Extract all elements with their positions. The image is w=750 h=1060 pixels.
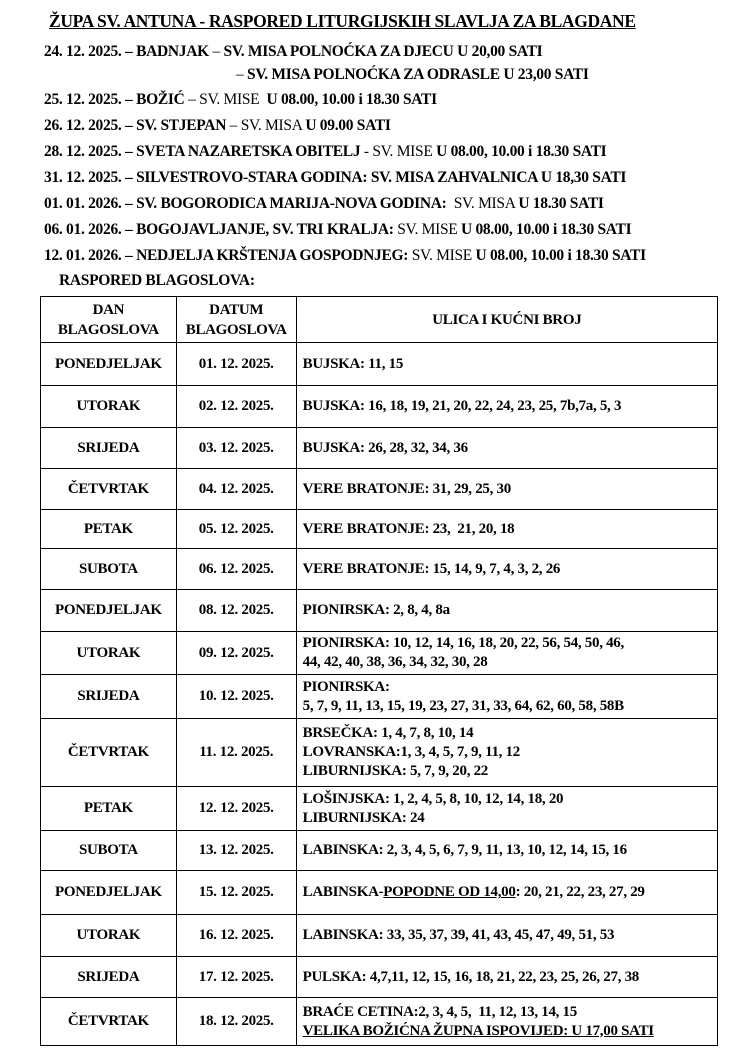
address-cell <box>296 428 717 469</box>
liturgy-line <box>44 117 391 135</box>
day-cell: SRIJEDA <box>41 428 177 469</box>
address-line: 5, 7, 9, 11, 13, 15, 19, 23, 27, 31, 33, 64, 62, 60, 58, 58B <box>302 697 624 714</box>
table-row <box>41 831 718 871</box>
address-line: LABINSKA: 2, 3, 4, 5, 6, 7, 9, 11, 13, 10, 12, 14, 15, 16 <box>302 842 627 858</box>
address-line: BRSEČKA: 1, 4, 7, 8, 10, 14 <box>302 725 474 741</box>
address-cell <box>296 386 717 428</box>
liturgy-sep: – <box>208 43 224 60</box>
liturgy-rest: SV. MISA POLNOĆKA ZA DJECU U 20,00 SATI <box>223 43 543 60</box>
address-line: BUJSKA: 26, 28, 32, 34, 36 <box>302 439 468 456</box>
liturgy-line <box>44 91 437 109</box>
liturgy-sep: – SV. MISA <box>226 117 306 134</box>
date-cell: 01. 12. 2025. <box>176 343 296 386</box>
date-cell: 04. 12. 2025. <box>176 469 296 510</box>
liturgy-line <box>44 43 542 61</box>
liturgy-line <box>44 247 646 265</box>
address-cell <box>296 632 717 675</box>
day-cell: ČETVRTAK <box>41 469 177 510</box>
day-cell: SRIJEDA <box>41 957 177 998</box>
liturgy-line <box>44 221 631 239</box>
address-line: VERE BRATONJE: 23, 21, 20, 18 <box>302 520 515 537</box>
address-line: LOVRANSKA:1, 3, 4, 5, 7, 9, 11, 12 <box>302 744 520 760</box>
schedule-title: RASPORED BLAGOSLOVA: <box>59 272 255 289</box>
date-cell: 09. 12. 2025. <box>176 632 296 675</box>
liturgy-sep: – <box>236 66 248 83</box>
day-cell: UTORAK <box>41 632 177 675</box>
address-cell <box>296 957 717 998</box>
address-line: LIBURNIJSKA: 5, 7, 9, 20, 22 <box>302 763 489 779</box>
date-cell: 06. 12. 2025. <box>176 549 296 590</box>
date-cell: 13. 12. 2025. <box>176 831 296 871</box>
address-line: BUJSKA: 16, 18, 19, 21, 20, 22, 24, 23, 25, 7b,7a, 5, 3 <box>302 398 622 414</box>
day-cell: SUBOTA <box>41 831 177 871</box>
address-line: PIONIRSKA: <box>302 678 390 695</box>
liturgy-sep: - SV. MISE <box>360 143 437 160</box>
day-cell: PONEDJELJAK <box>41 590 177 632</box>
date-cell: 17. 12. 2025. <box>176 957 296 998</box>
liturgy-line <box>44 169 626 187</box>
date-cell: 05. 12. 2025. <box>176 510 296 549</box>
liturgy-rest: U 08.00, 10.00 i 18.30 SATI <box>262 91 437 108</box>
table-row <box>41 590 718 632</box>
address-cell <box>296 510 717 549</box>
day-cell: ČETVRTAK <box>41 998 177 1046</box>
day-cell: PETAK <box>41 510 177 549</box>
date-cell: 02. 12. 2025. <box>176 386 296 428</box>
table-body <box>41 343 718 1046</box>
liturgy-rest: SV. MISA POLNOĆKA ZA ODRASLE U 23,00 SATI <box>247 66 589 83</box>
address-line: PIONIRSKA: 10, 12, 14, 16, 18, 20, 22, 56, 54, 50, 46, <box>302 635 624 651</box>
liturgy-line <box>44 195 604 213</box>
day-cell: SUBOTA <box>41 549 177 590</box>
liturgy-date: 24. 12. 2025. – BADNJAK <box>44 43 209 60</box>
day-cell: ČETVRTAK <box>41 719 177 787</box>
blessing-schedule-table <box>40 296 718 1046</box>
confession-note: VELIKA BOŽIĆNA ŽUPNA ISPOVIJED: U 17,00 SATI <box>302 1022 654 1039</box>
date-cell: 11. 12. 2025. <box>176 719 296 787</box>
table-row <box>41 428 718 469</box>
day-cell: SRIJEDA <box>41 675 177 719</box>
table-row <box>41 510 718 549</box>
date-cell: 12. 12. 2025. <box>176 787 296 831</box>
liturgy-sep: SV. MISA <box>446 195 519 212</box>
liturgy-rest: U 18.30 SATI <box>518 195 604 212</box>
liturgy-date: 31. 12. 2025. – SILVESTROVO-STARA GODINA: SV. MISA ZAHVALNICA U 18,30 SATI <box>44 169 627 186</box>
address-cell <box>296 998 717 1046</box>
liturgy-rest: U 08.00, 10.00 i 18.30 SATI <box>461 221 632 238</box>
address-cell <box>296 343 717 386</box>
address-cell <box>296 787 717 831</box>
table-row <box>41 675 718 719</box>
liturgy-date: 25. 12. 2025. – BOŽIĆ <box>44 91 185 108</box>
address-cell <box>296 549 717 590</box>
liturgy-date: 28. 12. 2025. – SVETA NAZARETSKA OBITELJ <box>44 143 361 160</box>
liturgy-rest: U 08.00, 10.00 i 18.30 SATI <box>436 143 607 160</box>
address-line: PULSKA: 4,7,11, 12, 15, 16, 18, 21, 22, 23, 25, 26, 27, 38 <box>302 968 640 985</box>
liturgy-date: 12. 01. 2026. – NEDJELJA KRŠTENJA GOSPODNJEG: <box>44 247 409 264</box>
address-cell <box>296 915 717 957</box>
liturgy-rest: U 08.00, 10.00 i 18.30 SATI <box>475 247 646 264</box>
address-pre: LABINSKA- <box>302 884 384 900</box>
header-day: DAN BLAGOSLOVA <box>41 297 177 343</box>
liturgy-date: 01. 01. 2026. – SV. BOGORODICA MARIJA-NOVA GODINA: <box>44 195 447 212</box>
address-line: LABINSKA: 33, 35, 37, 39, 41, 43, 45, 47, 49, 51, 53 <box>302 927 615 943</box>
date-cell: 16. 12. 2025. <box>176 915 296 957</box>
address-line: 44, 42, 40, 38, 36, 34, 32, 30, 28 <box>302 654 488 670</box>
address-line: VERE BRATONJE: 31, 29, 25, 30 <box>302 480 511 497</box>
table-row <box>41 343 718 386</box>
header-date: DATUM BLAGOSLOVA <box>176 297 296 343</box>
table-row <box>41 957 718 998</box>
table-row <box>41 787 718 831</box>
day-cell: PETAK <box>41 787 177 831</box>
address-cell <box>296 831 717 871</box>
table-row <box>41 632 718 675</box>
day-cell: UTORAK <box>41 915 177 957</box>
header-address: ULICA I KUĆNI BROJ <box>296 297 717 343</box>
day-cell: PONEDJELJAK <box>41 343 177 386</box>
liturgy-sep: – SV. MISE <box>184 91 263 108</box>
address-line: LIBURNIJSKA: 24 <box>302 809 425 826</box>
table-row <box>41 871 718 915</box>
address-line: LOŠINJSKA: 1, 2, 4, 5, 8, 10, 12, 14, 18, 20 <box>302 790 564 807</box>
address-line: PIONIRSKA: 2, 8, 4, 8a <box>302 602 450 618</box>
date-cell: 03. 12. 2025. <box>176 428 296 469</box>
address-cell <box>296 590 717 632</box>
liturgy-sep: SV. MISE <box>408 247 476 264</box>
table-row <box>41 549 718 590</box>
table-row <box>41 386 718 428</box>
address-line: VERE BRATONJE: 15, 14, 9, 7, 4, 3, 2, 26 <box>302 560 561 577</box>
address-cell <box>296 871 717 915</box>
liturgy-date: 26. 12. 2025. – SV. STJEPAN <box>44 117 227 134</box>
liturgy-date: 06. 01. 2026. – BOGOJAVLJANJE, SV. TRI KRALJA: <box>44 221 394 238</box>
liturgy-line <box>236 66 589 84</box>
address-underlined: POPODNE OD 14,00 <box>383 884 516 900</box>
liturgy-sep: SV. MISE <box>393 221 462 238</box>
table-row <box>41 998 718 1046</box>
table-row <box>41 469 718 510</box>
address-line: BRAĆE CETINA:2, 3, 4, 5, 11, 12, 13, 14, 15 <box>302 1003 577 1020</box>
address-cell <box>296 719 717 787</box>
day-cell: UTORAK <box>41 386 177 428</box>
table-row <box>41 719 718 787</box>
page-title: ŽUPA SV. ANTUNA - RASPORED LITURGIJSKIH SLAVLJA ZA BLAGDANE <box>49 11 636 31</box>
date-cell: 18. 12. 2025. <box>176 998 296 1046</box>
address-cell <box>296 469 717 510</box>
date-cell: 15. 12. 2025. <box>176 871 296 915</box>
date-cell: 10. 12. 2025. <box>176 675 296 719</box>
address-post: : 20, 21, 22, 23, 27, 29 <box>515 884 645 900</box>
table-header-row <box>41 297 718 343</box>
table-row <box>41 915 718 957</box>
date-cell: 08. 12. 2025. <box>176 590 296 632</box>
liturgy-line <box>44 143 606 161</box>
address-line: BUJSKA: 11, 15 <box>302 355 404 372</box>
address-cell <box>296 675 717 719</box>
day-cell: PONEDJELJAK <box>41 871 177 915</box>
liturgy-rest: U 09.00 SATI <box>305 117 391 134</box>
